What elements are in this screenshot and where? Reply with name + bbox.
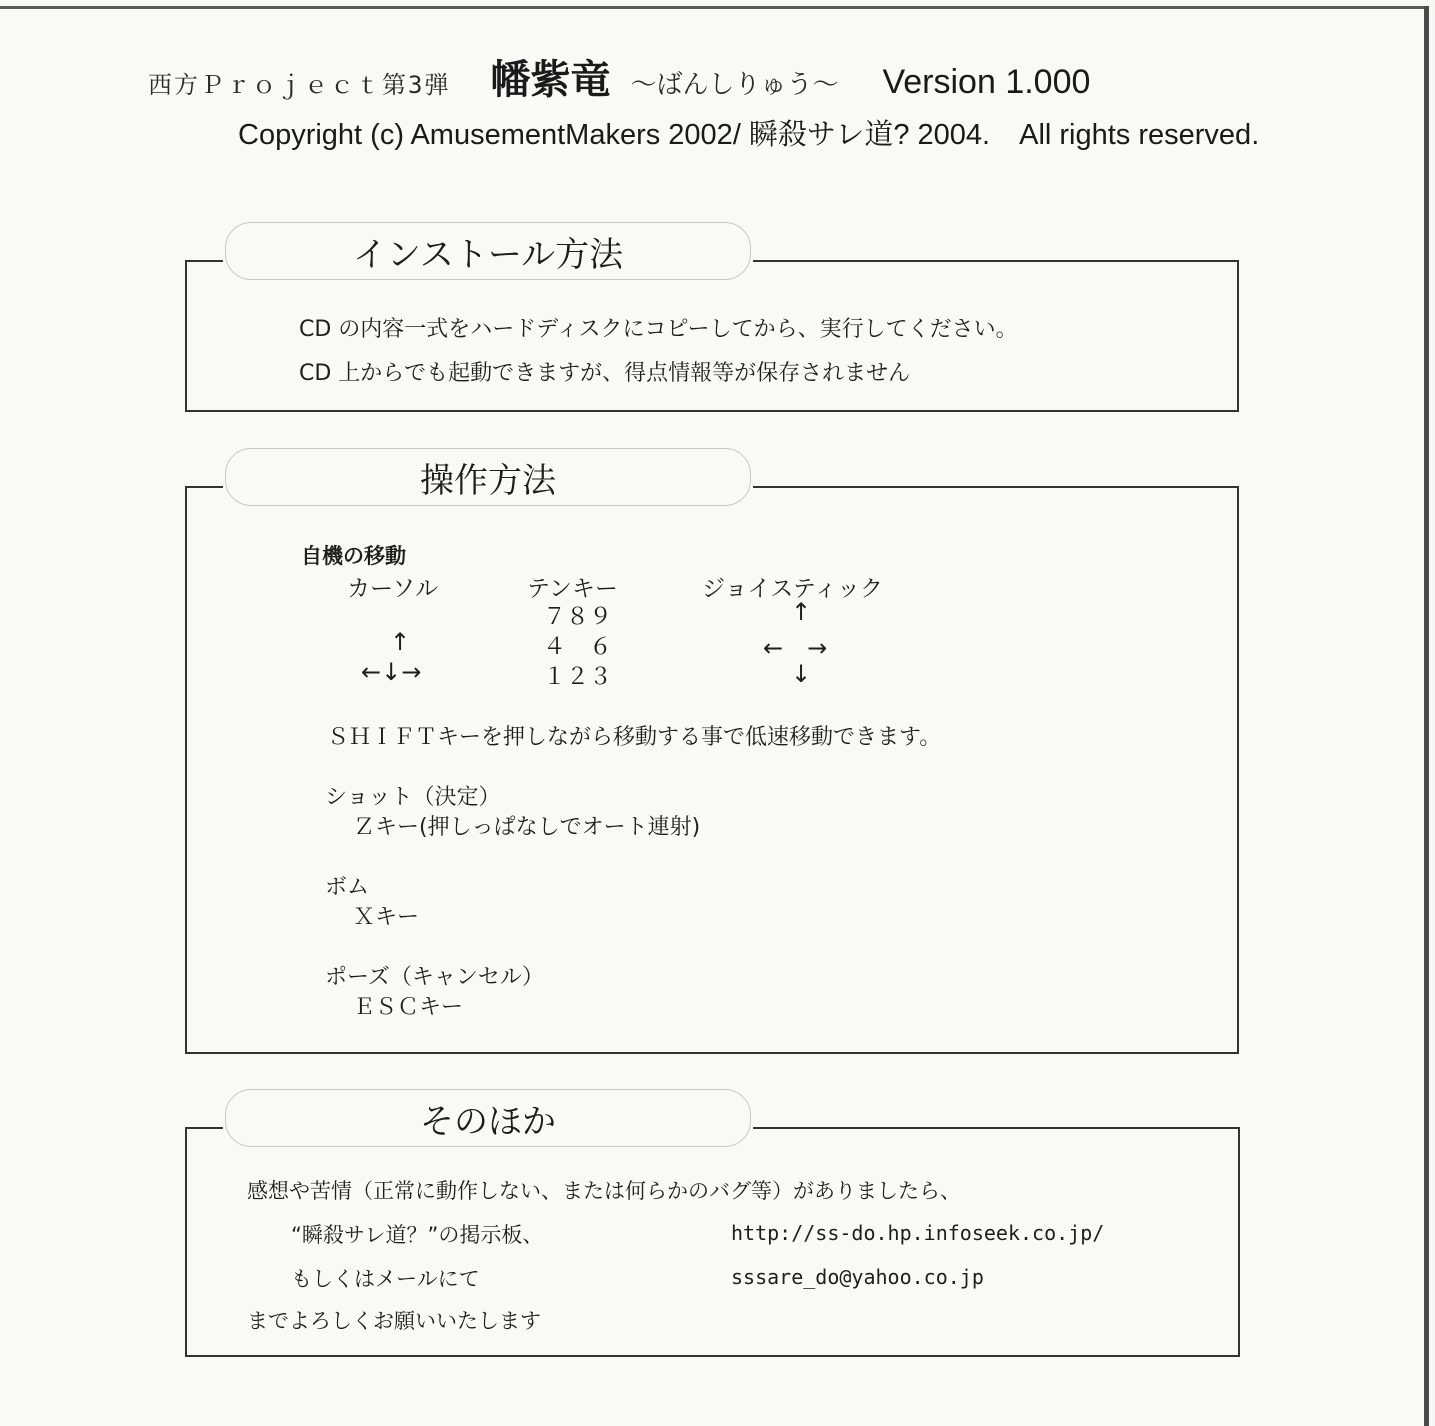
controls-heading-tab xyxy=(225,448,751,506)
page-right-edge xyxy=(1424,6,1429,1426)
shot-label: ショット（決定） xyxy=(325,785,501,810)
bbs-label: “瞬殺サレ道？”の掲示板、 xyxy=(291,1223,544,1247)
joystick-down-arrow: ↓ xyxy=(791,660,812,688)
numpad-row-1: ７８９ xyxy=(543,604,612,630)
cursor-arrows-row: ←↓→ xyxy=(361,658,422,686)
header xyxy=(148,48,1090,108)
game-title: 幡紫竜 xyxy=(490,57,611,103)
other-line-1: 感想や苦情（正常に動作しない、または何らかのバグ等）がありましたら、 xyxy=(247,1179,961,1203)
controls-heading: 操作方法 xyxy=(420,460,556,501)
cursor-up-arrow: ↑ xyxy=(390,628,411,656)
numpad-row-3: １２３ xyxy=(543,664,612,690)
install-section xyxy=(185,234,1239,412)
other-heading: そのほか xyxy=(420,1101,556,1142)
cursor-label: カーソル xyxy=(347,576,439,602)
other-heading-tab xyxy=(225,1089,751,1147)
joystick-label: ジョイスティック xyxy=(702,576,884,602)
bomb-label: ボム xyxy=(325,875,370,900)
shot-key: Ｚキー(押しっぱなしでオート連射) xyxy=(353,815,701,840)
install-heading: インストール方法 xyxy=(352,234,624,275)
pause-key: ＥＳＣキー xyxy=(353,995,464,1020)
controls-section xyxy=(185,460,1239,1054)
mail-address: sssare_do@yahoo.co.jp xyxy=(731,1265,984,1289)
install-heading-tab xyxy=(225,222,751,280)
numpad-label: テンキー xyxy=(527,576,618,602)
bbs-url: http://ss-do.hp.infoseek.co.jp/ xyxy=(731,1221,1105,1245)
other-section xyxy=(185,1101,1240,1357)
mail-label: もしくはメールにて xyxy=(291,1267,480,1291)
game-subtitle: ～ばんしりゅう～ xyxy=(630,70,839,100)
pause-label: ポーズ（キャンセル） xyxy=(325,965,544,990)
joystick-side-arrows: ← → xyxy=(763,634,828,662)
version-label: Version 1.000 xyxy=(882,63,1091,101)
copyright-line: Copyright (c) AmusementMakers 2002/ 瞬殺サレ道? 2004. All rights reserved. xyxy=(238,119,1260,151)
bomb-key: Ｘキー xyxy=(353,905,420,930)
shift-note: ＳＨＩＦＴキーを押しながら移動する事で低速移動できます。 xyxy=(327,725,942,750)
numpad-row-2: ４ ６ xyxy=(543,634,612,660)
joystick-up-arrow: ↑ xyxy=(791,598,812,626)
series-label: 西方Ｐｒｏｊｅｃｔ第3弾 xyxy=(148,71,451,99)
move-label: 自機の移動 xyxy=(301,544,406,568)
install-line-2: CD 上からでも起動できますが、得点情報等が保存されません xyxy=(299,361,911,386)
install-line-1: CD の内容一式をハードディスクにコピーしてから、実行してください。 xyxy=(299,317,1018,342)
closing-line: までよろしくお願いいたします xyxy=(247,1309,541,1333)
